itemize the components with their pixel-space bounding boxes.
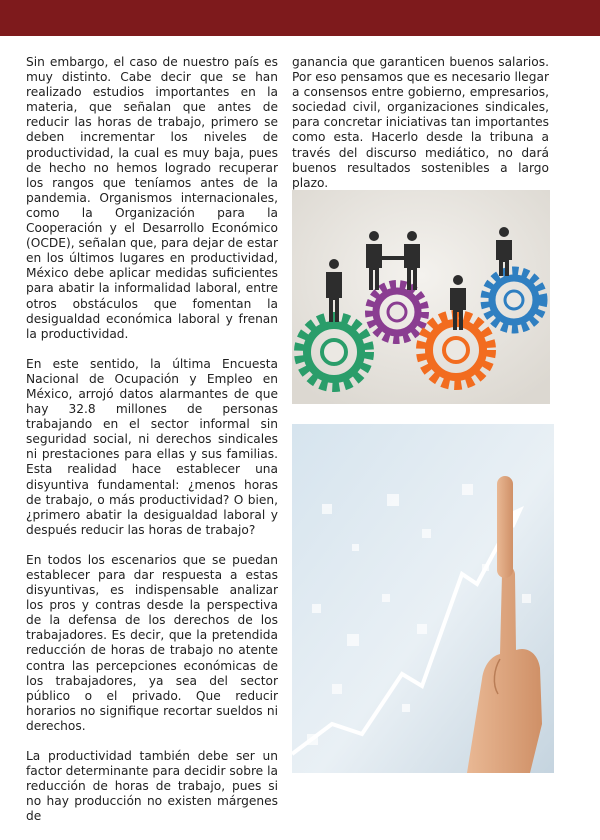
- right-column: [292, 55, 549, 206]
- paragraph-5: ganancia que garanticen buenos salarios. Por eso pensamos que es necesario llegar a consensos entre gobierno, empresarios, sociedad civil, organizaciones sindicales, para concretar iniciativas tan importantes como esta. Hacerlo desde la tribuna a través del discurso mediático, no dará buenos resultados sostenibles a largo plazo.: [292, 55, 549, 190]
- paragraph-3: En todos los escenarios que se puedan establecer para dar respuesta a estas disyuntivas, es indispensable analizar los pros y contras desde la perspectiva de la defensa de los derechos de los trabajadores. Es decir, que la pretendida reducción de horas de trabajo no atente contra las percepciones económicas de los trabajadores, ya sea del sector público o el privado. Que reducir horarios no signifique recortar sueldos ni derechos.: [26, 552, 278, 733]
- paragraph-4: La productividad también debe ser un factor determinante para decidir sobre la reducción de horas de trabajo, pues si no hay producción no existen márgenes de: [26, 749, 278, 824]
- left-column: [26, 55, 278, 840]
- paragraph-1: Sin embargo, el caso de nuestro país es muy distinto. Cabe decir que se han realizado estudios importantes en la materia, que señalan que antes de reducir las horas de trabajo, primero se deben incrementar los niveles de productividad, la cual es muy baja, pues de hecho no hemos logrado recuperar los rangos que teníamos antes de la pandemia. Organismos internacionales, como la Organización para la Cooperación y el Desarrollo Económico (OCDE), señalan que, para dejar de estar en los últimos lugares en productividad, México debe aplicar medidas suficientes para abatir la informalidad laboral, entre otros obstáculos que fomentan la desigualdad económica laboral y frenan la productividad.: [26, 55, 278, 341]
- rising-arrow-hand-image: [292, 424, 554, 773]
- paragraph-2: En este sentido, la última Encuesta Nacional de Ocupación y Empleo en México, arrojó datos alarmantes de que hay 32.8 millones de personas trabajando en el sector informal sin seguridad social, ni derechos sindicales ni prestaciones para ellas y sus familias. Esta realidad hace establecer una disyuntiva fundamental: ¿menos horas de trabajo, o más productividad? O bien, ¿primero abatir la desigualdad laboral y después reducir las horas de trabajo?: [26, 356, 278, 537]
- header-bar: [0, 0, 600, 36]
- gears-businessmen-image: [292, 190, 550, 404]
